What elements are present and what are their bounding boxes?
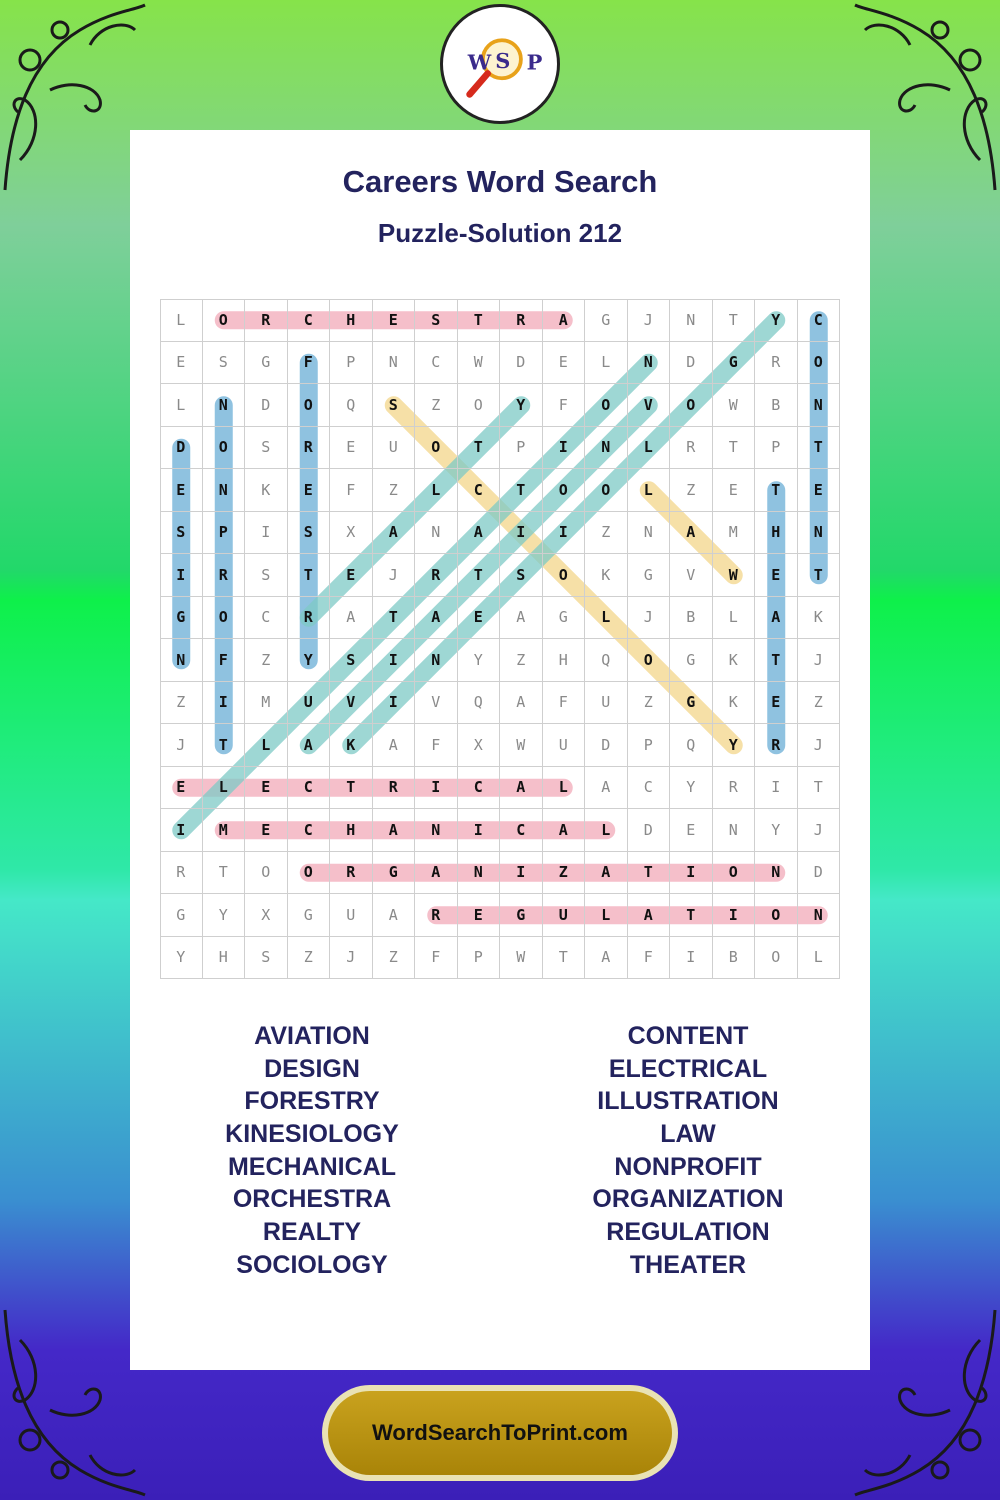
grid-cell[interactable]: O <box>755 894 798 937</box>
grid-cell[interactable]: Z <box>245 639 288 682</box>
grid-cell[interactable]: K <box>245 469 288 512</box>
grid-cell[interactable]: G <box>288 894 331 937</box>
grid-cell[interactable]: A <box>373 512 416 555</box>
grid-cell[interactable]: N <box>798 384 841 427</box>
grid-cell[interactable]: Y <box>755 809 798 852</box>
grid-cell[interactable]: S <box>288 512 331 555</box>
page-title: Careers Word Search <box>342 164 658 199</box>
grid-cell[interactable]: A <box>415 597 458 640</box>
grid-cell[interactable]: I <box>500 852 543 895</box>
grid-cell[interactable]: R <box>203 554 246 597</box>
grid-cell[interactable]: E <box>755 554 798 597</box>
grid-cell[interactable]: J <box>628 299 671 342</box>
grid-cell[interactable]: N <box>458 852 501 895</box>
grid-cell[interactable]: T <box>288 554 331 597</box>
grid-cell[interactable]: G <box>543 597 586 640</box>
grid-cell[interactable]: O <box>245 852 288 895</box>
grid-cell[interactable]: Y <box>500 384 543 427</box>
grid-cell[interactable]: I <box>160 809 203 852</box>
grid-cell[interactable]: A <box>373 724 416 767</box>
grid-cell[interactable]: C <box>288 809 331 852</box>
grid-cell[interactable]: S <box>245 427 288 470</box>
grid-cell[interactable]: Z <box>628 682 671 725</box>
grid-cell[interactable]: E <box>245 767 288 810</box>
grid-cell[interactable]: R <box>500 299 543 342</box>
grid-cell[interactable]: Y <box>713 724 756 767</box>
grid-cell[interactable]: G <box>713 342 756 385</box>
corner-ornament-bottom-left <box>0 1300 150 1500</box>
grid-cell[interactable]: Z <box>288 937 331 980</box>
grid-cell[interactable]: E <box>330 554 373 597</box>
grid-cell[interactable]: Q <box>670 724 713 767</box>
grid-cell[interactable]: F <box>543 682 586 725</box>
grid-cell[interactable]: N <box>585 427 628 470</box>
grid-cell[interactable]: O <box>203 299 246 342</box>
grid-cell[interactable]: E <box>245 809 288 852</box>
grid-cell[interactable]: I <box>500 512 543 555</box>
grid-cell[interactable]: W <box>458 342 501 385</box>
grid-cell[interactable]: N <box>160 639 203 682</box>
grid-cell[interactable]: P <box>330 342 373 385</box>
grid-cell[interactable]: T <box>330 767 373 810</box>
grid-cell[interactable]: A <box>500 597 543 640</box>
word-list-item: REGULATION <box>606 1218 770 1247</box>
grid-cell[interactable]: G <box>160 894 203 937</box>
grid-cell[interactable]: S <box>500 554 543 597</box>
grid-cell[interactable]: D <box>160 427 203 470</box>
grid-cell[interactable]: I <box>670 852 713 895</box>
grid-cell[interactable]: B <box>755 384 798 427</box>
grid-cell[interactable]: J <box>330 937 373 980</box>
grid-cell[interactable]: T <box>755 469 798 512</box>
word-list-item: CONTENT <box>627 1022 749 1050</box>
grid-cell[interactable]: U <box>543 724 586 767</box>
grid-cell[interactable]: D <box>500 342 543 385</box>
grid-cell[interactable]: U <box>330 894 373 937</box>
grid-cell[interactable]: C <box>245 597 288 640</box>
corner-ornament-top-left <box>0 0 150 200</box>
grid-cell[interactable]: I <box>373 639 416 682</box>
grid-cell[interactable]: E <box>713 469 756 512</box>
word-list-item: AVIATION <box>254 1022 370 1050</box>
grid-cell[interactable]: L <box>245 724 288 767</box>
grid-cell[interactable]: F <box>330 469 373 512</box>
grid-cell[interactable]: J <box>373 554 416 597</box>
grid-cell[interactable]: O <box>628 639 671 682</box>
grid-cell[interactable]: L <box>713 597 756 640</box>
grid-cell[interactable]: W <box>713 554 756 597</box>
grid-cell[interactable]: I <box>755 767 798 810</box>
grid-cell[interactable]: Y <box>160 937 203 980</box>
grid-cell[interactable]: Z <box>373 937 416 980</box>
grid-cell[interactable]: A <box>543 299 586 342</box>
grid-cell[interactable]: D <box>628 809 671 852</box>
grid-cell[interactable]: P <box>755 427 798 470</box>
logo-letter-p: P <box>526 49 543 75</box>
grid-cell[interactable]: G <box>500 894 543 937</box>
grid-cell[interactable]: L <box>160 384 203 427</box>
grid-cell[interactable]: O <box>203 427 246 470</box>
grid-cell[interactable]: A <box>373 809 416 852</box>
grid-cell[interactable]: E <box>160 767 203 810</box>
grid-cell[interactable]: I <box>543 512 586 555</box>
word-list-item: ILLUSTRATION <box>597 1087 779 1116</box>
grid-cell[interactable]: S <box>415 299 458 342</box>
grid-cell[interactable]: R <box>373 767 416 810</box>
grid-cell[interactable]: I <box>203 682 246 725</box>
grid-cell[interactable]: R <box>245 299 288 342</box>
grid-cell[interactable]: D <box>585 724 628 767</box>
grid-cell[interactable]: I <box>245 512 288 555</box>
grid-cell[interactable]: A <box>585 852 628 895</box>
grid-cell[interactable]: O <box>670 384 713 427</box>
grid-cell[interactable]: D <box>798 852 841 895</box>
grid-cell[interactable]: W <box>500 724 543 767</box>
wsp-logo[interactable] <box>440 4 560 124</box>
grid-cell[interactable]: I <box>713 894 756 937</box>
word-list-item: ORGANIZATION <box>592 1185 784 1214</box>
grid-cell[interactable]: E <box>458 597 501 640</box>
grid-cell[interactable]: R <box>330 852 373 895</box>
grid-cell[interactable]: Z <box>160 682 203 725</box>
grid-cell[interactable]: G <box>245 342 288 385</box>
grid-cell[interactable]: D <box>245 384 288 427</box>
grid-cell[interactable]: A <box>543 809 586 852</box>
grid-cell[interactable]: C <box>628 767 671 810</box>
grid-cell[interactable]: N <box>798 894 841 937</box>
grid-cell[interactable]: X <box>245 894 288 937</box>
grid-cell[interactable]: F <box>628 937 671 980</box>
grid-cell[interactable]: Z <box>585 512 628 555</box>
grid-cell[interactable]: Y <box>203 894 246 937</box>
grid-cell[interactable]: L <box>160 299 203 342</box>
grid-cell[interactable]: P <box>203 512 246 555</box>
word-list-left <box>162 1020 462 1282</box>
grid-cell[interactable]: A <box>628 894 671 937</box>
grid-cell[interactable]: E <box>798 469 841 512</box>
grid-cell[interactable]: H <box>330 299 373 342</box>
grid-cell[interactable]: O <box>755 937 798 980</box>
grid-cell[interactable]: E <box>160 469 203 512</box>
grid-cell[interactable]: V <box>670 554 713 597</box>
grid-cell[interactable]: L <box>203 767 246 810</box>
grid-cell[interactable]: V <box>330 682 373 725</box>
grid-cell[interactable]: N <box>798 512 841 555</box>
grid-cell[interactable]: U <box>373 427 416 470</box>
grid-cell[interactable]: T <box>755 639 798 682</box>
grid-cell[interactable]: C <box>415 342 458 385</box>
grid-cell[interactable]: T <box>458 554 501 597</box>
grid-cell[interactable]: O <box>458 384 501 427</box>
grid-cell[interactable]: W <box>500 937 543 980</box>
grid-cell[interactable]: A <box>330 597 373 640</box>
grid-cell[interactable]: N <box>203 384 246 427</box>
grid-cell[interactable]: I <box>543 427 586 470</box>
grid-cell[interactable]: N <box>628 512 671 555</box>
grid-cell[interactable]: T <box>713 299 756 342</box>
grid-cell[interactable]: L <box>585 342 628 385</box>
word-list-item: FORESTRY <box>244 1087 380 1116</box>
grid-cell[interactable]: A <box>288 724 331 767</box>
grid-cell[interactable]: L <box>585 597 628 640</box>
grid-cell[interactable]: H <box>203 937 246 980</box>
grid-cell[interactable]: T <box>458 299 501 342</box>
grid-cell[interactable]: L <box>585 894 628 937</box>
grid-cell[interactable]: J <box>628 597 671 640</box>
grid-cell[interactable]: T <box>628 852 671 895</box>
grid-cell[interactable]: O <box>585 469 628 512</box>
grid-cell[interactable]: S <box>203 342 246 385</box>
grid-cell[interactable]: Q <box>585 639 628 682</box>
grid-cell[interactable]: G <box>670 682 713 725</box>
grid-cell[interactable]: P <box>628 724 671 767</box>
grid-cell[interactable]: D <box>670 342 713 385</box>
word-list-item: REALTY <box>262 1218 362 1247</box>
grid-cell[interactable]: O <box>585 384 628 427</box>
grid-cell[interactable]: I <box>458 809 501 852</box>
grid-cell[interactable]: L <box>628 469 671 512</box>
grid-cell[interactable]: I <box>670 937 713 980</box>
grid-cell[interactable]: Y <box>755 299 798 342</box>
grid-cell[interactable]: V <box>628 384 671 427</box>
grid-cell[interactable]: K <box>585 554 628 597</box>
grid-cell[interactable]: Q <box>458 682 501 725</box>
grid-cell[interactable]: X <box>330 512 373 555</box>
grid-cell[interactable]: S <box>245 937 288 980</box>
grid-cell[interactable]: O <box>288 852 331 895</box>
grid-cell[interactable]: A <box>755 597 798 640</box>
grid-cell[interactable]: K <box>330 724 373 767</box>
logo-letter-w: W <box>467 49 492 75</box>
grid-cell[interactable]: L <box>628 427 671 470</box>
grid-cell[interactable]: E <box>160 342 203 385</box>
grid-cell[interactable]: L <box>585 809 628 852</box>
grid-cell[interactable]: F <box>288 342 331 385</box>
grid-cell[interactable]: B <box>670 597 713 640</box>
grid-cell[interactable]: N <box>670 299 713 342</box>
grid-cell[interactable]: Z <box>373 469 416 512</box>
grid-cell[interactable]: B <box>713 937 756 980</box>
grid-cell[interactable]: F <box>415 937 458 980</box>
grid-cell[interactable]: E <box>543 342 586 385</box>
grid-cell[interactable]: S <box>160 512 203 555</box>
word-list-item: SOCIOLOGY <box>236 1250 388 1279</box>
logo-letter-s: S <box>495 47 511 73</box>
grid-cell[interactable]: I <box>160 554 203 597</box>
grid-cell[interactable]: G <box>373 852 416 895</box>
grid-cell[interactable]: L <box>798 937 841 980</box>
grid-cell[interactable]: L <box>543 767 586 810</box>
grid-cell[interactable]: A <box>500 767 543 810</box>
grid-cell[interactable]: Z <box>415 384 458 427</box>
grid-cell[interactable]: E <box>458 894 501 937</box>
page-subtitle: Puzzle-Solution 212 <box>377 218 623 248</box>
grid-cell[interactable]: O <box>543 469 586 512</box>
grid-cell[interactable]: J <box>798 639 841 682</box>
grid-cells <box>160 299 840 979</box>
grid-cell[interactable]: R <box>160 852 203 895</box>
grid-cell[interactable]: T <box>458 427 501 470</box>
grid-cell[interactable]: S <box>373 384 416 427</box>
word-list-item: MECHANICAL <box>227 1152 397 1181</box>
word-grid <box>160 299 840 979</box>
site-link[interactable]: WordSearchToPrint.com <box>328 1391 672 1475</box>
grid-cell[interactable]: X <box>458 724 501 767</box>
grid-cell[interactable]: Z <box>543 852 586 895</box>
grid-cell[interactable]: U <box>543 894 586 937</box>
corner-ornament-top-right <box>850 0 1000 200</box>
grid-cell[interactable]: K <box>798 597 841 640</box>
grid-cell[interactable]: C <box>798 299 841 342</box>
grid-cell[interactable]: R <box>755 724 798 767</box>
grid-cell[interactable]: E <box>373 299 416 342</box>
word-list-item: ELECTRICAL <box>608 1054 768 1083</box>
grid-cell[interactable]: N <box>415 639 458 682</box>
grid-cell[interactable]: Z <box>798 682 841 725</box>
grid-cell[interactable]: A <box>585 937 628 980</box>
grid-cell[interactable]: C <box>458 767 501 810</box>
grid-cell[interactable]: H <box>543 639 586 682</box>
grid-cell[interactable]: O <box>288 384 331 427</box>
grid-cell[interactable]: P <box>458 937 501 980</box>
grid-cell[interactable]: N <box>203 469 246 512</box>
grid-cell[interactable]: R <box>670 427 713 470</box>
grid-cell[interactable]: N <box>415 809 458 852</box>
grid-cell[interactable]: C <box>500 809 543 852</box>
word-list-item: NONPROFIT <box>614 1152 762 1181</box>
grid-cell[interactable]: T <box>543 937 586 980</box>
grid-cell[interactable]: T <box>500 469 543 512</box>
grid-cell[interactable]: A <box>458 512 501 555</box>
word-list-item: ORCHESTRA <box>232 1185 392 1214</box>
grid-cell[interactable]: I <box>373 682 416 725</box>
grid-cell[interactable]: N <box>713 809 756 852</box>
grid-cell[interactable]: R <box>288 427 331 470</box>
grid-cell[interactable]: W <box>713 384 756 427</box>
grid-cell[interactable]: T <box>798 767 841 810</box>
grid-cell[interactable]: A <box>670 512 713 555</box>
grid-cell[interactable]: Y <box>288 639 331 682</box>
grid-cell[interactable]: E <box>670 809 713 852</box>
grid-cell[interactable]: L <box>415 469 458 512</box>
grid-cell[interactable]: H <box>755 512 798 555</box>
grid-cell[interactable]: A <box>500 682 543 725</box>
grid-cell[interactable]: A <box>585 767 628 810</box>
word-list-right <box>538 1020 838 1282</box>
grid-cell[interactable]: N <box>373 342 416 385</box>
grid-cell[interactable]: M <box>245 682 288 725</box>
grid-cell[interactable]: O <box>543 554 586 597</box>
grid-cell[interactable]: O <box>713 852 756 895</box>
grid-cell[interactable]: E <box>755 682 798 725</box>
grid-cell[interactable]: J <box>798 809 841 852</box>
grid-cell[interactable]: R <box>755 342 798 385</box>
grid-cell[interactable]: P <box>500 427 543 470</box>
grid-cell[interactable]: M <box>713 512 756 555</box>
corner-ornament-bottom-right <box>850 1300 1000 1500</box>
grid-cell[interactable]: T <box>373 597 416 640</box>
grid-cell[interactable]: N <box>755 852 798 895</box>
grid-cell[interactable]: O <box>798 342 841 385</box>
grid-cell[interactable]: M <box>203 809 246 852</box>
grid-cell[interactable]: G <box>160 597 203 640</box>
word-list-item: DESIGN <box>264 1054 360 1083</box>
grid-cell[interactable]: T <box>713 427 756 470</box>
grid-cell[interactable]: I <box>415 767 458 810</box>
grid-cell[interactable]: E <box>330 427 373 470</box>
grid-cell[interactable]: Q <box>330 384 373 427</box>
grid-cell[interactable]: Z <box>670 469 713 512</box>
grid-cell[interactable]: T <box>798 427 841 470</box>
grid-cell[interactable]: N <box>415 512 458 555</box>
grid-cell[interactable]: A <box>373 894 416 937</box>
grid-cell[interactable]: K <box>713 639 756 682</box>
grid-cell[interactable]: E <box>288 469 331 512</box>
grid-cell[interactable]: G <box>670 639 713 682</box>
grid-cell[interactable]: O <box>415 427 458 470</box>
grid-cell[interactable]: Y <box>670 767 713 810</box>
grid-cell[interactable]: U <box>288 682 331 725</box>
grid-cell[interactable]: V <box>415 682 458 725</box>
grid-cell[interactable]: F <box>203 639 246 682</box>
word-list-item: LAW <box>660 1120 716 1149</box>
grid-cell[interactable]: R <box>415 554 458 597</box>
grid-cell[interactable]: R <box>713 767 756 810</box>
grid-cell[interactable]: C <box>288 299 331 342</box>
word-list-item: THEATER <box>629 1250 747 1279</box>
grid-cell[interactable]: R <box>288 597 331 640</box>
grid-cell[interactable]: S <box>330 639 373 682</box>
grid-cell[interactable]: S <box>245 554 288 597</box>
grid-cell[interactable]: A <box>415 852 458 895</box>
grid-cell[interactable]: Y <box>458 639 501 682</box>
grid-cell[interactable]: Z <box>500 639 543 682</box>
grid-cell[interactable]: G <box>628 554 671 597</box>
grid-cell[interactable]: T <box>203 852 246 895</box>
grid-cell[interactable]: N <box>628 342 671 385</box>
word-list-item: KINESIOLOGY <box>225 1120 399 1149</box>
grid-cell[interactable]: C <box>458 469 501 512</box>
grid-cell[interactable]: T <box>798 554 841 597</box>
grid-cell[interactable]: F <box>415 724 458 767</box>
grid-cell[interactable]: T <box>670 894 713 937</box>
grid-cell[interactable]: R <box>415 894 458 937</box>
grid-cell[interactable]: F <box>543 384 586 427</box>
grid-cell[interactable]: J <box>798 724 841 767</box>
grid-cell[interactable]: T <box>203 724 246 767</box>
grid-cell[interactable]: C <box>288 767 331 810</box>
site-badge[interactable] <box>322 1385 678 1481</box>
grid-cell[interactable]: H <box>330 809 373 852</box>
grid-cell[interactable]: K <box>713 682 756 725</box>
grid-cell[interactable]: O <box>203 597 246 640</box>
grid-cell[interactable]: J <box>160 724 203 767</box>
grid-cell[interactable]: U <box>585 682 628 725</box>
grid-cell[interactable]: G <box>585 299 628 342</box>
